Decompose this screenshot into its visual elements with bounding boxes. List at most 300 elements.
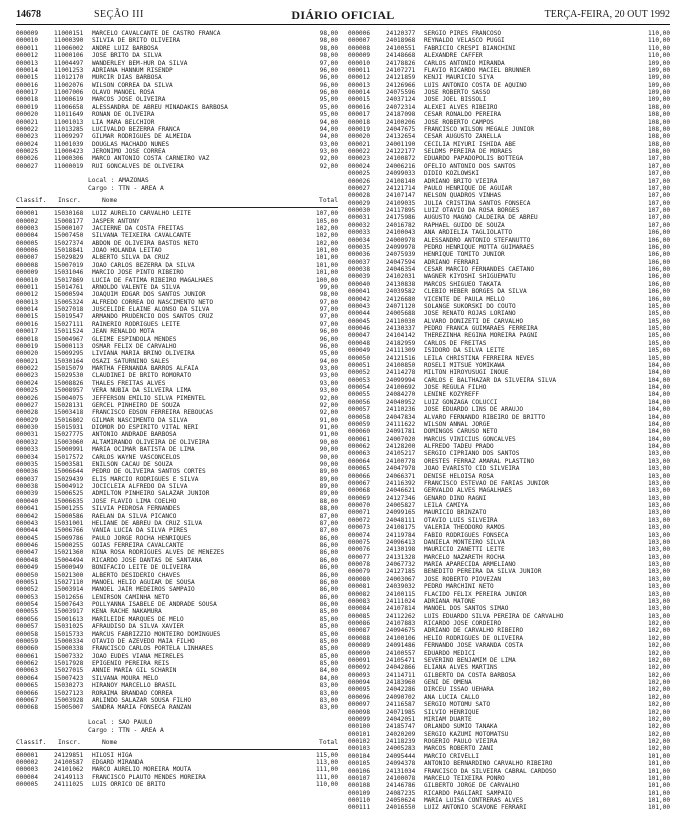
cell-total: 101,00	[647, 782, 670, 790]
cell-total: 109,00	[647, 89, 670, 96]
cell-name: HENRIQUE TOMITO JUNIOR	[424, 251, 505, 259]
cell-classif: 000052	[16, 586, 39, 594]
table-row	[16, 306, 338, 313]
cell-inscr: 24003067	[386, 575, 416, 583]
table-row	[348, 753, 670, 760]
cell-classif: 000051	[16, 578, 39, 586]
cell-total: 103,00	[647, 516, 670, 524]
cell-total: 83,00	[319, 689, 338, 697]
cell-name: OTAVIO DE AZEVEDO MAIA FILHO	[92, 637, 195, 645]
cell-classif: 000048	[16, 556, 39, 564]
table-row	[16, 321, 338, 328]
cell-classif: 000046	[348, 325, 371, 332]
header-inscr: Inscr.	[58, 738, 81, 746]
cell-inscr: 24182959	[386, 339, 416, 347]
cell-total: 104,00	[647, 376, 670, 384]
table-row	[348, 716, 670, 723]
cell-inscr: 11000619	[54, 96, 84, 104]
cell-total: 106,00	[647, 266, 670, 273]
cell-total: 105,00	[647, 354, 670, 362]
cell-name: HELIANE DE ABREU DA CRUZ SILVA	[92, 519, 203, 527]
cell-total: 97,00	[319, 306, 338, 313]
cell-name: JOSE REGULA FILHO	[424, 384, 487, 391]
cell-total: 102,00	[647, 649, 670, 657]
table-row	[348, 480, 670, 487]
cell-inscr: 24100557	[386, 649, 416, 657]
cell-name: SILVANA TEIXEIRA CAVALCANTE	[92, 232, 192, 240]
cell-total: 104,00	[647, 413, 670, 421]
cell-inscr: 24105471	[386, 656, 416, 664]
cell-total: 107,00	[647, 214, 670, 222]
cell-classif: 000018	[16, 96, 39, 104]
cell-name: ROGERIO PAULO VIEIRA	[424, 738, 498, 745]
cell-total: 105,00	[647, 347, 670, 355]
cell-total: 103,00	[647, 605, 670, 613]
cell-name: MARCOS SHIGUEO TAKATA	[424, 280, 502, 288]
cell-classif: 000003	[16, 224, 39, 232]
cell-inscr: 15006635	[54, 497, 84, 505]
cell-name: SERGIO KAZUMI MOTOMATSU	[424, 730, 509, 738]
table-row	[16, 752, 338, 759]
cell-inscr: 15030164	[54, 357, 84, 365]
cell-total: 92,00	[319, 155, 338, 163]
cell-classif: 000019	[348, 125, 371, 133]
cell-classif: 000075	[348, 538, 371, 546]
cell-name: FABIO RODRIGUES FONSECA	[424, 531, 509, 539]
table-row	[348, 694, 670, 701]
cell-inscr: 24149113	[54, 773, 84, 781]
cell-inscr: 24122177	[386, 148, 416, 155]
cell-classif: 000050	[16, 571, 39, 579]
cell-name: OTAVIO LUIS SILVEIRA	[424, 516, 498, 524]
cell-classif: 000006	[348, 30, 371, 37]
table-row	[16, 417, 338, 424]
cell-total: 103,00	[647, 583, 670, 591]
cell-classif: 000033	[16, 446, 39, 454]
cell-total: 99,00	[319, 283, 338, 291]
cell-classif: 000099	[348, 715, 371, 723]
cell-name: FRANCISCO CARLOS PORTELA LINHARES	[92, 645, 214, 653]
cell-name: ALFREDO TADEU PRADO	[424, 443, 494, 450]
cell-classif: 000045	[16, 534, 39, 542]
cell-total: 106,00	[647, 229, 670, 237]
table-row	[348, 251, 670, 258]
cell-name: MARCOS ROBERTO ZANI	[424, 745, 494, 753]
cell-total: 89,00	[319, 490, 338, 498]
table-row	[16, 513, 338, 520]
cell-classif: 000012	[16, 52, 39, 60]
cell-name: MILTON HIROYUSUGI INOUE	[424, 369, 509, 377]
cell-name: LUCIA DE FATIMA RIBEIRO MAGALHAES	[92, 276, 214, 284]
cell-name: ALEXEI ALVES RIBEIRO	[424, 103, 498, 111]
cell-total: 87,00	[319, 512, 338, 520]
table-row	[16, 247, 338, 254]
cell-name: JOSE RENATO ROJAS LORIANO	[424, 310, 516, 318]
cell-inscr: 24107147	[386, 192, 416, 200]
cell-inscr: 11006002	[54, 44, 84, 52]
cell-inscr: 24099165	[386, 509, 416, 517]
cell-total: 89,00	[319, 475, 338, 483]
cargo-title: Cargo : TTN - AREA A	[88, 185, 164, 193]
cell-total: 86,00	[319, 549, 338, 557]
cell-name: JOSE EDUARDO LINS DE ARAUJO	[424, 406, 524, 414]
cell-inscr: 24094378	[386, 760, 416, 768]
cell-total: 93,00	[319, 387, 338, 395]
table-row	[348, 52, 670, 59]
table-row	[348, 310, 670, 317]
cell-total: 90,00	[319, 460, 338, 468]
cell-inscr: 24037124	[386, 96, 416, 104]
cell-inscr: 24131328	[386, 553, 416, 561]
cell-name: GENI DE OMENA	[424, 679, 472, 686]
cell-name: ADRIANO BRITO VIEIRA	[424, 177, 498, 185]
page-header	[16, 8, 670, 25]
cell-total: 87,00	[319, 519, 338, 527]
cell-classif: 000088	[348, 634, 371, 642]
cell-classif: 000022	[16, 125, 39, 133]
cell-name: WILSON ANNAL JORGE	[424, 420, 491, 428]
cell-total: 101,00	[647, 774, 670, 782]
cell-inscr: 24075596	[386, 89, 416, 96]
cell-classif: 000033	[348, 229, 371, 237]
cell-total: 95,00	[319, 350, 338, 358]
table-row	[348, 745, 670, 752]
cell-name: OFELIO ANTONIO DOS SANTOS	[424, 162, 516, 170]
cell-name: LEILA CHRISTINA FERREIRA NEVES	[424, 354, 535, 362]
cell-total: 107,00	[647, 155, 670, 163]
cell-inscr: 15004912	[54, 483, 84, 490]
cell-total: 102,00	[647, 738, 670, 745]
cell-classif: 000065	[16, 682, 39, 690]
table-row	[16, 549, 338, 556]
table-row	[348, 598, 670, 605]
cell-inscr: 24127185	[386, 568, 416, 576]
cell-classif: 000034	[348, 236, 371, 244]
cell-name: FRANCISCO DA SILVEIRA CABRAL CARDOSO	[424, 767, 557, 775]
cell-name: CECILIA MIYURI ISHIDA ABE	[424, 140, 516, 148]
cell-classif: 000051	[348, 361, 371, 369]
table-row	[348, 760, 670, 767]
cell-name: ORLANDO SUMIO TANAKA	[424, 723, 498, 731]
table-row	[16, 291, 338, 298]
header-classif: Classif.	[16, 738, 47, 746]
cell-total: 101,00	[647, 789, 670, 797]
cell-inscr: 11000106	[54, 52, 84, 60]
table-row	[348, 30, 670, 37]
cell-classif: 000079	[348, 568, 371, 576]
cell-name: ALBERTO DESIDERIO CHAVES	[92, 571, 181, 579]
cell-total: 111,00	[315, 773, 338, 781]
cell-total: 93,00	[319, 365, 338, 372]
cell-name: PEDRO MARCHINI NETO	[424, 583, 494, 591]
cell-inscr: 24005283	[386, 745, 416, 753]
cell-name: JASPER ANTONY	[92, 217, 140, 225]
table-row	[16, 148, 338, 155]
cell-classif: 000006	[16, 247, 39, 254]
cell-name: ADRIANO FERRARI	[424, 258, 480, 266]
cell-inscr: 24102031	[386, 273, 416, 281]
cell-classif: 000071	[348, 509, 371, 517]
cell-inscr: 15027018	[54, 306, 84, 313]
cell-classif: 000026	[348, 177, 371, 185]
cell-name: MARTHA FERNANDA BARROS ALFAIA	[92, 365, 199, 372]
table-row	[348, 111, 670, 118]
table-row	[348, 768, 670, 775]
table-row	[348, 391, 670, 398]
cell-classif: 000026	[16, 155, 39, 163]
cell-name: PEDRO HENRIQUE MOTTA GUIMARAES	[424, 243, 535, 251]
cell-total: 97,00	[319, 313, 338, 321]
cell-total: 94,00	[319, 133, 338, 141]
cell-name: ELIANA ALVES MARTINS	[424, 664, 498, 672]
cell-name: BONIFACIO LEITE DE OLIVEIRA	[92, 564, 192, 572]
table-row	[348, 502, 670, 509]
cell-total: 102,00	[647, 693, 670, 701]
cell-inscr: 24084270	[386, 391, 416, 399]
cell-total: 97,00	[319, 59, 338, 67]
cell-total: 84,00	[319, 674, 338, 682]
table-row	[348, 450, 670, 457]
table-row	[16, 141, 338, 148]
table-row	[16, 269, 338, 276]
cell-inscr: 24096413	[386, 538, 416, 546]
table-row	[348, 686, 670, 693]
cell-inscr: 15006766	[54, 527, 84, 535]
cell-inscr: 24048111	[386, 516, 416, 524]
table-row	[348, 104, 670, 111]
table-row	[16, 163, 338, 170]
cell-total: 102,00	[647, 745, 670, 753]
table-row	[348, 524, 670, 531]
cell-inscr: 24114278	[386, 369, 416, 377]
cell-inscr: 15007450	[54, 232, 84, 240]
cell-total: 105,00	[647, 339, 670, 347]
cell-total: 108,00	[647, 140, 670, 148]
cell-inscr: 15003581	[54, 460, 84, 468]
cell-name: LUIZ OTAVIO DA ROSA BORGES	[424, 207, 520, 214]
cell-inscr: 24100106	[386, 634, 416, 642]
cell-total: 103,00	[647, 597, 670, 605]
cell-total: 108,00	[647, 133, 670, 141]
cell-inscr: 24091781	[386, 428, 416, 436]
cell-inscr: 24130198	[386, 546, 416, 554]
cell-name: SEVERINO BENJAMIM DE LIMA	[424, 656, 516, 664]
cell-classif: 000097	[348, 701, 371, 709]
cell-total: 98,00	[319, 44, 338, 52]
table-row	[348, 672, 670, 679]
cell-inscr: 24100872	[386, 155, 416, 163]
cell-inscr: 15003060	[54, 438, 84, 446]
cell-classif: 000077	[348, 553, 371, 561]
cell-name: VICENTE DE PAULA MELLO	[424, 295, 505, 303]
cell-classif: 000024	[348, 162, 371, 170]
cell-classif: 000045	[348, 317, 371, 325]
header-total: Total	[319, 738, 338, 746]
cell-classif: 000101	[348, 730, 371, 738]
cell-classif: 000010	[16, 37, 39, 45]
table-row	[348, 421, 670, 428]
cargo-title: Cargo : TTN - AREA A	[88, 726, 164, 734]
cell-total: 110,00	[647, 37, 670, 45]
cell-total: 85,00	[319, 623, 338, 631]
table-row	[348, 318, 670, 325]
cell-name: PEDRO DE OLIVEIRA SANTOS CORTES	[92, 468, 206, 476]
cell-name: HELIO RODRIGUES DE OLIVEIRA	[424, 634, 524, 642]
table-row	[16, 601, 338, 608]
cell-classif: 000009	[348, 52, 371, 60]
cell-classif: 000023	[16, 372, 39, 380]
cell-inscr: 24001190	[386, 140, 416, 148]
cell-total: 101,00	[315, 247, 338, 254]
table-row	[348, 709, 670, 716]
cell-name: JEFFERSON EMILIO SILVA PIMENTEL	[92, 394, 206, 402]
cell-inscr: 15001255	[54, 505, 84, 513]
cell-inscr: 24126680	[386, 295, 416, 303]
cell-total: 95,00	[319, 96, 338, 104]
cell-classif: 000038	[16, 483, 39, 490]
table-row	[16, 631, 338, 638]
cell-total: 88,00	[319, 497, 338, 505]
table-row	[16, 542, 338, 549]
cell-name: FERNANDO JOSE VARANDA COSTA	[424, 642, 524, 650]
cell-name: MARCOS JOSE OLIVEIRA	[92, 96, 166, 104]
table-row	[348, 178, 670, 185]
table-row	[348, 185, 670, 192]
cell-classif: 000060	[348, 428, 371, 436]
cell-total: 109,00	[647, 59, 670, 67]
table-row	[348, 635, 670, 642]
cell-total: 105,00	[647, 332, 670, 340]
table-row	[16, 660, 338, 667]
cell-total: 85,00	[319, 660, 338, 667]
cell-total: 94,00	[319, 357, 338, 365]
table-row	[16, 350, 338, 357]
cell-total: 94,00	[319, 125, 338, 133]
cell-total: 101,00	[647, 797, 670, 804]
table-row	[348, 650, 670, 657]
table-row	[348, 119, 670, 126]
cell-name: RAINERIO RODRIGUES LEITE	[92, 320, 181, 328]
cell-classif: 000032	[348, 221, 371, 229]
cell-name: FABRICIO CRESPI BIANCHINI	[424, 44, 516, 52]
cell-inscr: 24118239	[386, 738, 416, 745]
cell-name: EPIGENIO PEREIRA REIS	[92, 660, 170, 667]
table-row	[348, 804, 670, 811]
cell-inscr: 24050624	[386, 797, 416, 804]
cell-total: 83,00	[319, 696, 338, 704]
cell-classif: 000066	[348, 472, 371, 480]
cell-name: ADRIANA HANNUM RISENDP	[92, 66, 173, 74]
cell-inscr: 24100078	[386, 774, 416, 782]
cell-classif: 000060	[16, 645, 39, 653]
cell-classif: 000047	[348, 332, 371, 340]
cell-name: EDUARDO MEDICI	[424, 649, 476, 657]
cell-classif: 000016	[16, 81, 39, 89]
table-row	[348, 782, 670, 789]
table-row	[16, 697, 338, 704]
cell-inscr: 15004075	[54, 394, 84, 402]
cell-classif: 000058	[348, 413, 371, 421]
cell-inscr: 24116587	[386, 701, 416, 709]
cell-inscr: 11000019	[54, 162, 84, 170]
cell-classif: 000110	[348, 797, 371, 804]
cell-classif: 000003	[16, 766, 39, 774]
cell-inscr: 15021360	[54, 549, 84, 557]
table-row	[348, 82, 670, 89]
cell-inscr: 24130337	[386, 325, 416, 332]
cell-name: OSMAR FELIX DE CARVALHO	[92, 342, 177, 350]
cell-name: JOSE FLAVIO LIMA COELHO	[92, 497, 177, 505]
table-row	[16, 608, 338, 615]
table-row	[348, 303, 670, 310]
cell-name: RONAN DE OLIVEIRA	[92, 111, 155, 119]
cell-classif: 000023	[16, 133, 39, 141]
cell-name: MURCIR DIAS BARBOSA	[92, 74, 162, 82]
cell-classif: 000005	[16, 239, 39, 247]
cell-classif: 000001	[16, 751, 39, 759]
cell-inscr: 24110236	[386, 406, 416, 414]
cell-inscr: 24119784	[386, 531, 416, 539]
cell-name: ORESTES FERRAZ AMARAL PLASTINO	[424, 457, 535, 465]
table-row	[16, 358, 338, 365]
cell-name: GILBERTO JORGE DE CARVALHO	[424, 782, 520, 790]
cell-name: MARCUS VINICIUS GONCALVES	[424, 435, 516, 443]
table-row	[348, 133, 670, 140]
table-row	[16, 52, 338, 59]
cell-total: 92,00	[319, 401, 338, 409]
cell-name: SILVIO HENRIQUE	[424, 708, 480, 716]
cell-classif: 000064	[348, 457, 371, 465]
cell-total: 89,00	[319, 468, 338, 476]
cell-inscr: 15031046	[54, 269, 84, 277]
cell-classif: 000019	[16, 342, 39, 350]
cell-total: 86,00	[319, 534, 338, 542]
cell-classif: 000086	[348, 620, 371, 627]
cell-classif: 000015	[16, 313, 39, 321]
cell-total: 107,00	[647, 170, 670, 178]
cell-classif: 000061	[348, 435, 371, 443]
cell-inscr: 24127346	[386, 494, 416, 502]
cell-total: 102,00	[647, 730, 670, 738]
cell-inscr: 15031001	[54, 519, 84, 527]
cell-name: CESAR MARCIO FERNANDES CAETANO	[424, 266, 535, 273]
cell-classif: 000014	[16, 66, 39, 74]
cell-inscr: 15000586	[54, 512, 84, 520]
cell-name: RAPHAEL GUIDO DE SOUZA	[424, 221, 505, 229]
cell-name: WILSON CORREA DA SILVA	[92, 81, 173, 89]
cell-inscr: 11000306	[54, 155, 84, 163]
cell-name: DIOMOR DO ESPIRITO VITAL NERI	[92, 424, 199, 431]
cell-name: ANTONIO ANDRADE BARBOSA	[92, 431, 177, 439]
cell-name: ALESSANDRA DE ABREU MINADAKIS BARBOSA	[92, 103, 228, 111]
table-row	[16, 653, 338, 660]
cell-inscr: 24100778	[386, 457, 416, 465]
cell-inscr: 11000423	[54, 148, 84, 155]
cell-name: RUI GONCALVES DE OLIVEIRA	[92, 162, 184, 170]
cell-name: JOSE JOEL BISSOLI	[424, 96, 487, 104]
cell-classif: 000063	[16, 667, 39, 675]
cell-classif: 000014	[16, 306, 39, 313]
cell-total: 110,00	[647, 44, 670, 52]
cell-name: ADRIANA MATONE	[424, 597, 476, 605]
cell-classif: 000100	[348, 723, 371, 731]
cell-total: 86,00	[319, 571, 338, 579]
cell-inscr: 15008957	[54, 387, 84, 395]
cell-inscr: 11009297	[54, 133, 84, 141]
cell-name: SELDMS PEREIRA DE MORAES	[424, 148, 513, 155]
right-column	[348, 30, 670, 812]
cell-classif: 000015	[16, 74, 39, 82]
